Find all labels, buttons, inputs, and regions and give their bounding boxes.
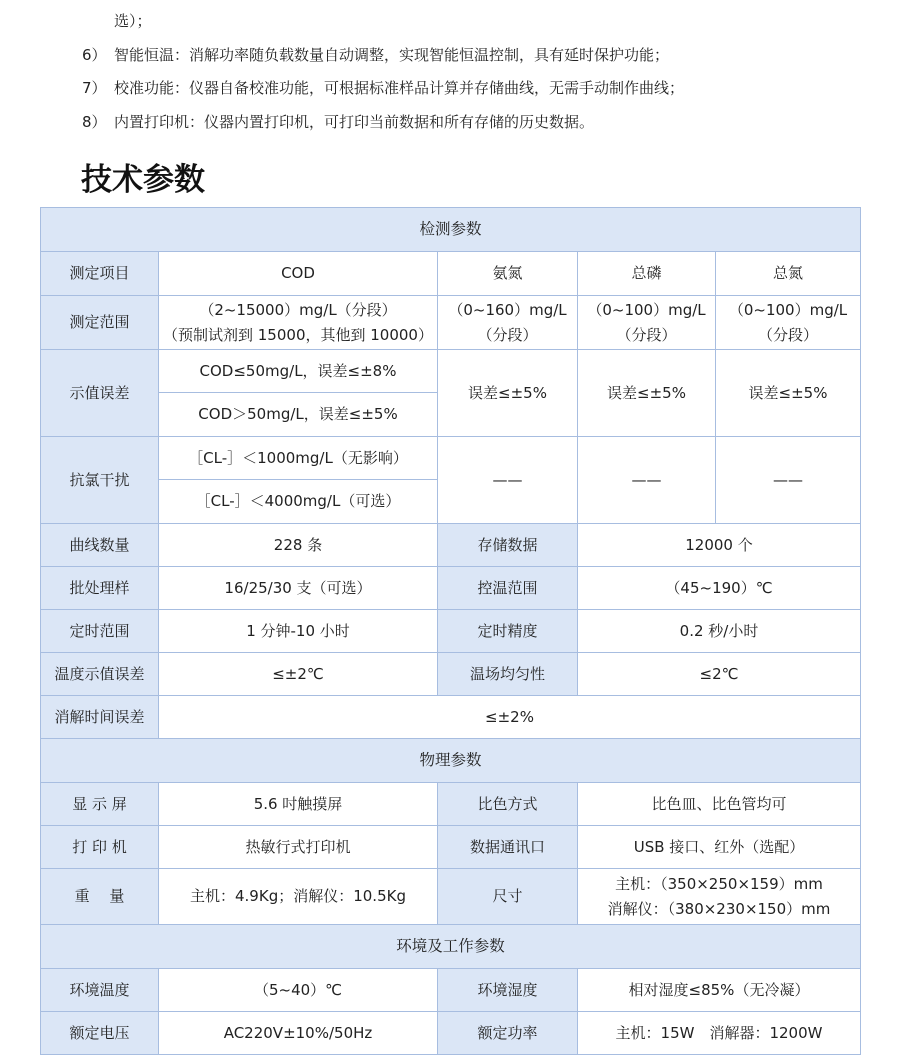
row-label: 曲线数量 <box>41 524 159 567</box>
row-label: 数据通讯口 <box>438 826 578 869</box>
table-cell: COD＞50mg/L，误差≤±5% <box>159 393 438 437</box>
table-row <box>41 869 861 925</box>
table-cell: 总氮 <box>716 252 861 296</box>
table-cell <box>159 296 438 350</box>
table-cell: 氨氮 <box>438 252 578 296</box>
row-label: 比色方式 <box>438 783 578 826</box>
table-row <box>41 350 861 393</box>
cell-line: （2~15000）mg/L（分段） <box>199 300 397 319</box>
table-cell: ［CL-］＜1000mg/L（无影响） <box>159 437 438 480</box>
cell-line: （分段） <box>616 325 677 344</box>
intro-line-text: 选）； <box>114 12 152 30</box>
row-label: 显 示 屏 <box>41 783 159 826</box>
table-cell: —— <box>578 437 716 524</box>
table-cell: AC220V±10%/50Hz <box>159 1012 438 1055</box>
table-cell: 热敏行式打印机 <box>159 826 438 869</box>
table-cell <box>716 296 861 350</box>
table-cell: （5~40）℃ <box>159 969 438 1012</box>
table-row <box>41 969 861 1012</box>
table-cell: ［CL-］＜4000mg/L（可选） <box>159 480 438 524</box>
table-cell: 误差≤±5% <box>716 350 861 437</box>
row-label: 批处理样 <box>41 567 159 610</box>
row-label: 环境温度 <box>41 969 159 1012</box>
table-row <box>41 567 861 610</box>
row-label: 示值误差 <box>41 350 159 437</box>
cell-line: （0~160）mg/L <box>448 300 567 319</box>
cell-line: （0~100）mg/L <box>728 300 848 319</box>
row-label: 尺寸 <box>438 869 578 925</box>
table-row <box>41 925 861 969</box>
table-cell: 误差≤±5% <box>438 350 578 437</box>
row-label: 重 量 <box>41 869 159 925</box>
row-label: 额定功率 <box>438 1012 578 1055</box>
table-cell: 主机：4.9Kg；消解仪：10.5Kg <box>159 869 438 925</box>
cell-line: 消解仪：（380×230×150）mm <box>607 899 831 918</box>
table-cell: 总磷 <box>578 252 716 296</box>
row-label: 测定范围 <box>41 296 159 350</box>
intro-line-number: 7） <box>82 79 107 97</box>
section-header-environment: 环境及工作参数 <box>41 925 861 969</box>
intro-line-text: 智能恒温：消解功率随负载数量自动调整，实现智能恒温控制，具有延时保护功能； <box>114 46 670 64</box>
table-cell: —— <box>438 437 578 524</box>
intro-line-text: 内置打印机：仪器内置打印机，可打印当前数据和所有存储的历史数据。 <box>114 113 595 131</box>
table-cell <box>578 869 861 925</box>
row-label: 控温范围 <box>438 567 578 610</box>
cell-line: 主机：（350×250×159）mm <box>615 874 823 893</box>
table-row <box>41 826 861 869</box>
table-row <box>41 252 861 296</box>
table-cell: （45~190）℃ <box>578 567 861 610</box>
section-header-detection: 检测参数 <box>41 208 861 252</box>
table-cell: ≤±2℃ <box>159 653 438 696</box>
table-cell <box>578 296 716 350</box>
table-row <box>41 610 861 653</box>
table-cell: 5.6 吋触摸屏 <box>159 783 438 826</box>
row-label: 抗氯干扰 <box>41 437 159 524</box>
spec-table <box>40 207 861 1055</box>
table-cell: 1 分钟-10 小时 <box>159 610 438 653</box>
cell-line: （0~100）mg/L <box>587 300 706 319</box>
row-label: 定时精度 <box>438 610 578 653</box>
row-label: 温度示值误差 <box>41 653 159 696</box>
row-label: 打 印 机 <box>41 826 159 869</box>
row-label: 环境湿度 <box>438 969 578 1012</box>
table-cell: 12000 个 <box>578 524 861 567</box>
section-header-physical: 物理参数 <box>41 739 861 783</box>
section-heading: 技术参数 <box>81 162 205 198</box>
table-row <box>41 739 861 783</box>
table-cell: COD≤50mg/L，误差≤±8% <box>159 350 438 393</box>
table-row <box>41 1012 861 1055</box>
cell-line: （预制试剂到 15000，其他到 10000） <box>163 325 433 344</box>
table-cell: 相对湿度≤85%（无冷凝） <box>578 969 861 1012</box>
row-label: 存储数据 <box>438 524 578 567</box>
table-row <box>41 696 861 739</box>
table-row <box>41 524 861 567</box>
row-label: 测定项目 <box>41 252 159 296</box>
intro-line-text: 校准功能：仪器自备校准功能，可根据标准样品计算并存储曲线，无需手动制作曲线； <box>114 79 685 97</box>
cell-line: （分段） <box>757 325 818 344</box>
table-cell: 228 条 <box>159 524 438 567</box>
table-row <box>41 783 861 826</box>
row-label: 定时范围 <box>41 610 159 653</box>
table-cell: 误差≤±5% <box>578 350 716 437</box>
intro-line-number: 6） <box>82 46 107 64</box>
table-cell: 比色皿、比色管均可 <box>578 783 861 826</box>
row-label: 消解时间误差 <box>41 696 159 739</box>
table-cell: COD <box>159 252 438 296</box>
cell-line: （分段） <box>477 325 538 344</box>
table-row <box>41 208 861 252</box>
row-label: 额定电压 <box>41 1012 159 1055</box>
table-cell: ≤2℃ <box>578 653 861 696</box>
table-row <box>41 653 861 696</box>
table-cell: 16/25/30 支（可选） <box>159 567 438 610</box>
table-row <box>41 437 861 480</box>
row-label: 温场均匀性 <box>438 653 578 696</box>
table-row <box>41 296 861 350</box>
table-cell: ≤±2% <box>159 696 861 739</box>
table-cell: 主机：15W 消解器：1200W <box>578 1012 861 1055</box>
intro-line-number: 8） <box>82 113 107 131</box>
table-cell: USB 接口、红外（选配） <box>578 826 861 869</box>
table-cell <box>438 296 578 350</box>
table-cell: —— <box>716 437 861 524</box>
table-cell: 0.2 秒/小时 <box>578 610 861 653</box>
